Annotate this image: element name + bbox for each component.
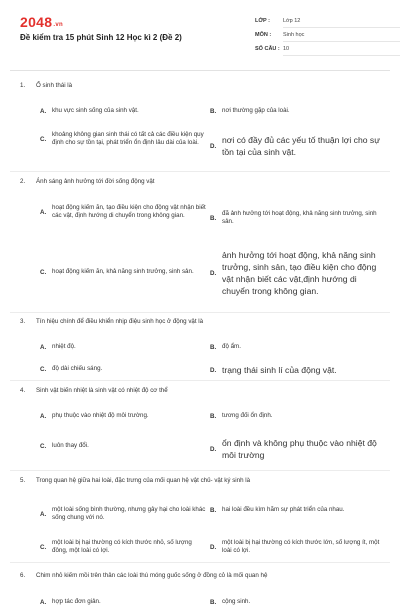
option-text: tương đối ổn định. xyxy=(222,412,273,419)
meta-key: SỐ CÂU : xyxy=(255,46,280,52)
option-text: cộng sinh. xyxy=(222,598,251,605)
option-d[interactable] xyxy=(210,249,380,297)
option-d[interactable] xyxy=(210,437,380,461)
option-b[interactable] xyxy=(210,598,380,606)
question-number: 4. xyxy=(20,387,26,394)
option-text: độ dài chiếu sáng. xyxy=(52,365,103,372)
option-text: một loài bị hại thường có kích thước lớn, số lượng ít, một loài có lợi. xyxy=(222,539,380,554)
option-label: C. xyxy=(40,268,47,276)
option-label: C. xyxy=(40,543,47,551)
option-text: khu vực sinh sống của sinh vật. xyxy=(52,107,139,114)
option-label: B. xyxy=(210,343,217,351)
option-text: nơi thường gặp của loài. xyxy=(222,107,290,114)
question-divider xyxy=(10,562,390,563)
option-text: luôn thay đổi. xyxy=(52,442,89,449)
logo-suffix: .vn xyxy=(53,22,63,28)
option-a[interactable] xyxy=(40,598,200,606)
option-label: D. xyxy=(210,445,217,453)
option-c[interactable] xyxy=(40,268,208,276)
site-logo[interactable] xyxy=(20,14,63,30)
question-text xyxy=(20,387,380,395)
question-text xyxy=(20,477,380,485)
question-3 xyxy=(20,318,380,375)
header-divider xyxy=(10,70,390,71)
option-label: B. xyxy=(210,107,217,115)
meta-underline xyxy=(283,27,400,28)
option-label: A. xyxy=(40,510,47,518)
question-6 xyxy=(20,572,380,606)
option-text: hoạt động kiếm ăn, khả năng sinh trưởng, sinh sản. xyxy=(52,268,194,275)
meta-subject xyxy=(255,32,304,38)
meta-value: Lớp 12 xyxy=(283,18,301,24)
option-c[interactable] xyxy=(40,131,208,147)
question-text xyxy=(20,572,380,580)
option-text: hai loài đều kìm hãm sự phát triển của nhau. xyxy=(222,506,345,513)
question-number: 3. xyxy=(20,318,26,325)
question-stem: Tín hiệu chính để điều khiển nhịp điệu sinh học ở động vật là xyxy=(36,318,204,325)
question-number: 2. xyxy=(20,178,26,185)
option-label: D. xyxy=(210,269,217,277)
question-text xyxy=(20,178,380,186)
option-c[interactable] xyxy=(40,442,200,450)
question-divider xyxy=(10,312,390,313)
option-label: B. xyxy=(210,506,217,514)
option-text: độ ẩm. xyxy=(222,343,241,350)
question-text xyxy=(20,82,380,90)
question-stem: Ổ sinh thái là xyxy=(36,82,73,89)
option-label: D. xyxy=(210,543,217,551)
option-text: ảnh hưởng tới hoạt động, khả năng sinh trưởng, sinh sản, tạo điều kiện cho động vật nhận biết các vật,định hướng di chuyển trong không gian. xyxy=(222,250,377,296)
question-number: 5. xyxy=(20,477,26,484)
option-d[interactable] xyxy=(210,134,380,158)
meta-question-count xyxy=(255,46,289,52)
option-label: C. xyxy=(40,135,47,143)
meta-key: LỚP : xyxy=(255,18,270,24)
option-label: A. xyxy=(40,107,47,115)
option-a[interactable] xyxy=(40,506,208,522)
option-text: ổn định và không phụ thuộc vào nhiệt độ môi trường xyxy=(222,438,377,460)
question-4 xyxy=(20,387,380,460)
option-a[interactable] xyxy=(40,107,200,115)
question-text xyxy=(20,318,380,326)
option-label: B. xyxy=(210,598,217,606)
option-label: A. xyxy=(40,412,47,420)
option-text: phụ thuộc vào nhiệt độ môi trường. xyxy=(52,412,149,419)
option-label: A. xyxy=(40,598,47,606)
option-label: B. xyxy=(210,214,217,222)
option-a[interactable] xyxy=(40,204,208,220)
question-stem: Sinh vật biến nhiệt là sinh vật có nhiệt độ cơ thể xyxy=(36,387,168,394)
meta-value: Sinh học xyxy=(283,32,305,38)
option-label: C. xyxy=(40,442,47,450)
option-b[interactable] xyxy=(210,210,380,226)
question-divider xyxy=(10,380,390,381)
meta-underline xyxy=(283,41,400,42)
meta-class xyxy=(255,18,300,24)
option-c[interactable] xyxy=(40,539,208,555)
option-b[interactable] xyxy=(210,506,380,514)
exam-header xyxy=(0,0,400,62)
question-divider xyxy=(10,171,390,172)
option-a[interactable] xyxy=(40,343,200,351)
exam-title: Đề kiểm tra 15 phút Sinh 12 Học kì 2 (Đề 2) xyxy=(20,33,182,42)
question-stem: Chim nhỏ kiếm mồi trên thân các loài thú móng guốc sống ở đồng cỏ là mối quan hệ xyxy=(36,572,268,579)
option-text: nhiệt độ. xyxy=(52,343,76,350)
meta-underline xyxy=(283,55,400,56)
option-text: nơi có đầy đủ các yếu tố thuận lợi cho sự tồn tại của sinh vật. xyxy=(222,135,380,157)
logo-text: 2048 xyxy=(20,14,53,30)
meta-value: 10 xyxy=(283,46,290,52)
option-text: hoạt động kiếm ăn, tạo điều kiện cho động vật nhận biết các vật, định hướng di chuyển trong không gian. xyxy=(52,204,206,219)
option-text: một loài bị hại thường có kích thước nhỏ, số lượng đông, một loài có lợi. xyxy=(52,539,192,554)
meta-key: MÔN : xyxy=(255,32,272,38)
option-label: D. xyxy=(210,142,217,150)
option-a[interactable] xyxy=(40,412,200,420)
option-b[interactable] xyxy=(210,343,380,351)
question-number: 1. xyxy=(20,82,26,89)
option-d[interactable] xyxy=(210,539,380,555)
option-c[interactable] xyxy=(40,365,200,373)
question-2 xyxy=(20,178,380,296)
question-divider xyxy=(10,470,390,471)
option-d[interactable] xyxy=(210,364,380,376)
question-stem: Trong quan hệ giữa hai loài, đặc trưng của mối quan hệ vật chủ- vật ký sinh là xyxy=(36,477,251,484)
option-text: khoảng không gian sinh thái có tất cả các điều kiện quy định cho sự tồn tại, phát triển ổn định lâu dài của loài. xyxy=(52,131,204,146)
option-text: đã ảnh hưởng tới hoạt động, khả năng sinh trưởng, sinh sản. xyxy=(222,210,377,225)
option-text: một loài sống bình thường, nhưng gây hại cho loài khác sống chung với nó. xyxy=(52,506,206,521)
option-label: D. xyxy=(210,366,217,374)
option-label: A. xyxy=(40,343,47,351)
question-5 xyxy=(20,477,380,554)
option-b[interactable] xyxy=(210,412,380,420)
option-label: B. xyxy=(210,412,217,420)
question-number: 6. xyxy=(20,572,26,579)
option-label: C. xyxy=(40,365,47,373)
option-text: hợp tác đơn giản. xyxy=(52,598,101,605)
option-text: trạng thái sinh lí của động vật. xyxy=(222,365,337,375)
option-label: A. xyxy=(40,208,47,216)
question-stem: Ánh sáng ảnh hưởng tới đời sống động vật xyxy=(36,178,155,185)
option-b[interactable] xyxy=(210,107,380,115)
question-1 xyxy=(20,82,380,157)
